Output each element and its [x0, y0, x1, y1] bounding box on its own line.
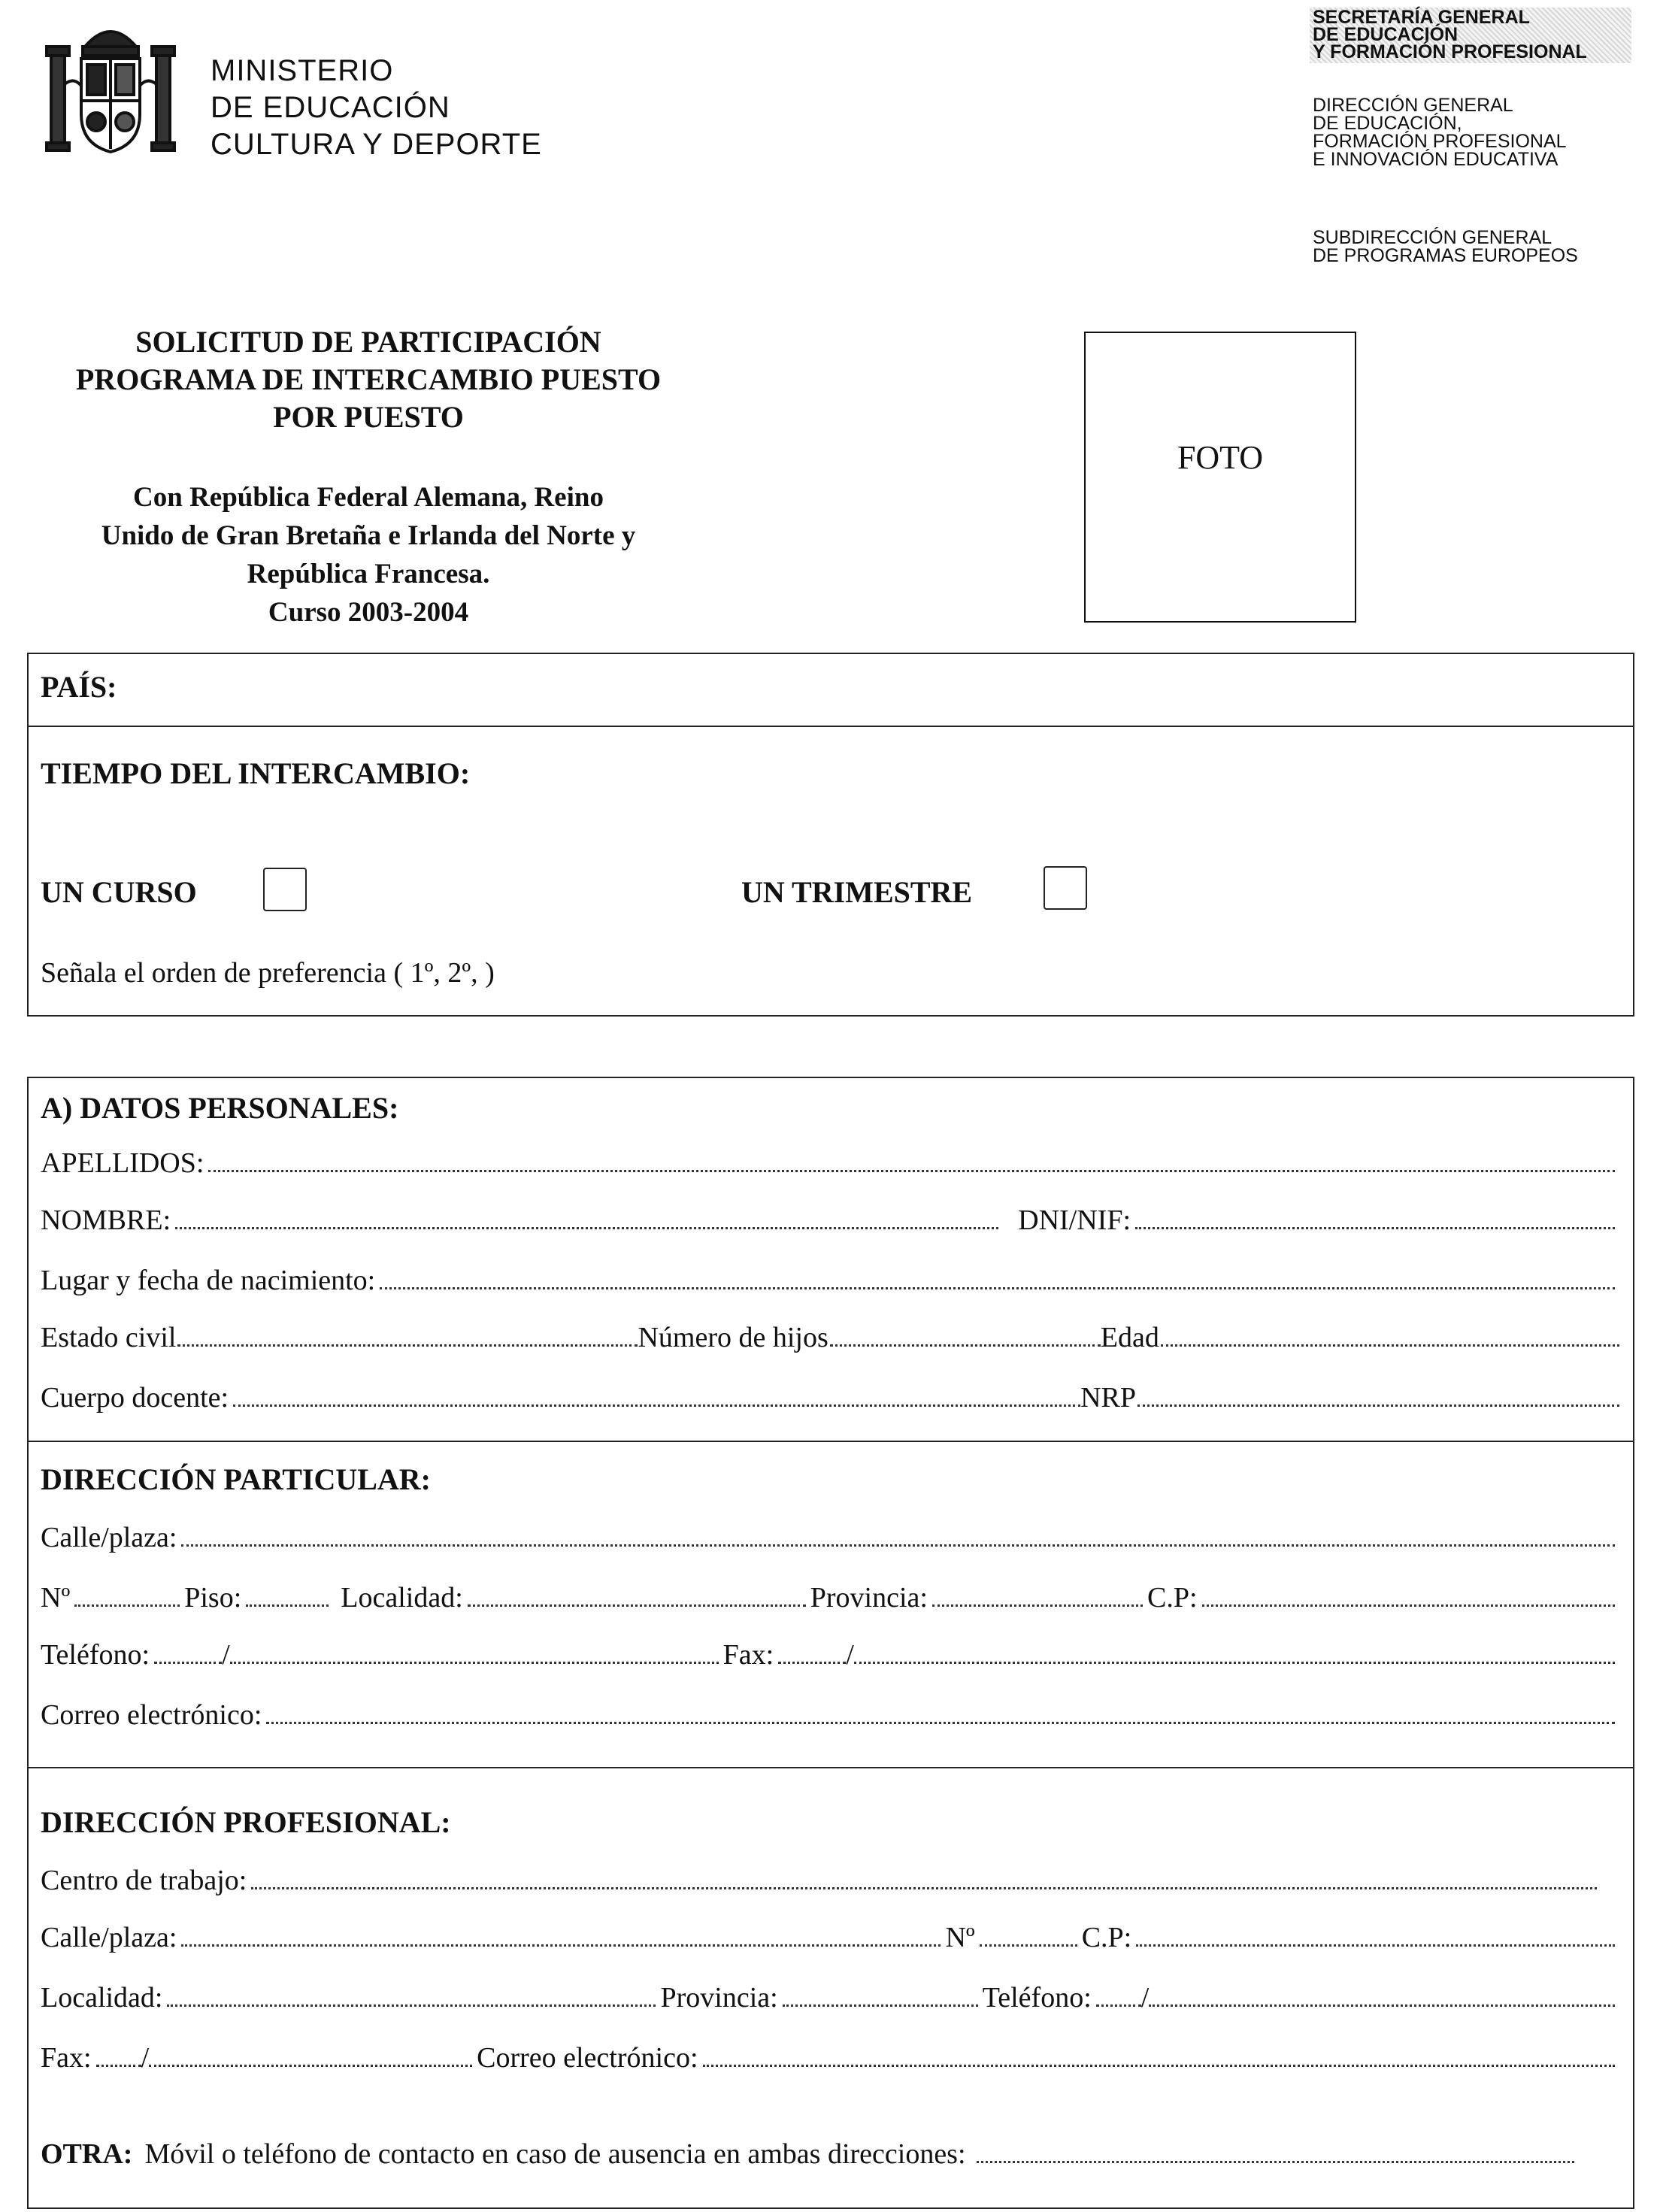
fax-field[interactable]	[854, 1654, 1615, 1664]
telefono-label: Teléfono:	[41, 1639, 150, 1671]
cp-profesional-field[interactable]	[1136, 1937, 1615, 1947]
correo-profesional-label: Correo electrónico:	[477, 2042, 698, 2074]
photo-box	[1084, 332, 1356, 623]
dni-label: DNI/NIF:	[1018, 1204, 1131, 1236]
calle-profesional-row	[41, 1920, 1619, 1955]
calle-profesional-label: Calle/plaza:	[41, 1922, 177, 1953]
pais-label: PAÍS:	[41, 670, 117, 704]
photo-label: FOTO	[1177, 439, 1264, 476]
section-divider	[27, 1441, 1634, 1442]
nombre-field[interactable]	[175, 1220, 998, 1229]
subtitle-line: Con República Federal Alemana, Reino	[133, 482, 604, 513]
direccion-profesional-heading: DIRECCIÓN PROFESIONAL:	[41, 1805, 451, 1839]
fax-prefix-field[interactable]	[778, 1654, 846, 1664]
piso-label: Piso:	[184, 1582, 242, 1614]
fax-profesional-slash: /	[141, 2042, 150, 2074]
coat-of-arms-graphic	[44, 17, 177, 158]
subdireccion-line: SUBDIRECCIÓN GENERAL	[1313, 227, 1552, 248]
localidad-profesional-label: Localidad:	[41, 1982, 163, 2014]
edad-field[interactable]	[1161, 1337, 1619, 1347]
estado-civil-label: Estado civil	[41, 1322, 177, 1353]
document-subtitle	[30, 478, 707, 632]
calle-profesional-field[interactable]	[181, 1937, 941, 1947]
secretaria-line: Y FORMACIÓN PROFESIONAL	[1313, 41, 1587, 62]
ministry-line: MINISTERIO	[211, 54, 394, 87]
coat-of-arms-icon	[44, 17, 177, 158]
un-curso-label: UN CURSO	[41, 875, 197, 909]
cp-field[interactable]	[1202, 1597, 1615, 1607]
localidad-label: Localidad:	[341, 1582, 463, 1614]
cp-profesional-label: C.P:	[1081, 1922, 1132, 1953]
lugar-fecha-field[interactable]	[380, 1280, 1615, 1289]
fax-profesional-prefix-field[interactable]	[96, 2057, 141, 2067]
apellidos-field[interactable]	[208, 1162, 1615, 1172]
numero-profesional-field[interactable]	[980, 1937, 1077, 1947]
fax-correo-profesional-row	[41, 2041, 1619, 2075]
centro-trabajo-label: Centro de trabajo:	[41, 1865, 247, 1896]
telefono-profesional-prefix-field[interactable]	[1096, 1997, 1141, 2007]
cuerpo-docente-field[interactable]	[233, 1397, 1080, 1407]
numero-hijos-label: Número de hijos	[638, 1322, 828, 1353]
estado-civil-row	[41, 1320, 1619, 1355]
provincia-profesional-field[interactable]	[783, 1997, 978, 2007]
telefono-profesional-slash: /	[1140, 1982, 1150, 2014]
calle-particular-label: Calle/plaza:	[41, 1522, 177, 1553]
lugar-fecha-row	[41, 1263, 1619, 1298]
localidad-profesional-row	[41, 1980, 1619, 2015]
subdireccion-general	[1313, 229, 1578, 265]
secretaria-general-stamp	[1310, 8, 1631, 63]
edad-label: Edad	[1100, 1322, 1159, 1353]
numero-label: Nº	[41, 1582, 71, 1614]
otra-field[interactable]	[977, 2153, 1574, 2163]
datos-personales-heading: A) DATOS PERSONALES:	[41, 1091, 399, 1125]
direccion-line: E INNOVACIÓN EDUCATIVA	[1313, 149, 1559, 170]
numero-profesional-label: Nº	[945, 1922, 975, 1953]
nombre-row	[41, 1203, 1619, 1238]
numero-piso-row	[41, 1580, 1619, 1615]
cp-label: C.P:	[1147, 1582, 1198, 1614]
subtitle-line: Unido de Gran Bretaña e Irlanda del Norte y	[101, 520, 636, 551]
un-curso-checkbox[interactable]	[263, 868, 307, 911]
nrp-label: NRP	[1080, 1382, 1137, 1414]
ministry-line: DE EDUCACIÓN	[211, 91, 450, 124]
nombre-label: NOMBRE:	[41, 1204, 171, 1236]
numero-field[interactable]	[74, 1597, 180, 1607]
correo-particular-label: Correo electrónico:	[41, 1699, 262, 1731]
fax-slash: /	[846, 1639, 854, 1671]
orden-preferencia-text: Señala el orden de preferencia ( 1º, 2º, )	[41, 957, 495, 989]
piso-field[interactable]	[246, 1597, 329, 1607]
subtitle-line: República Francesa.	[247, 559, 490, 589]
ministry-line: CULTURA Y DEPORTE	[211, 128, 542, 161]
estado-civil-field[interactable]	[177, 1337, 638, 1347]
subtitle-line: Curso 2003-2004	[268, 597, 469, 628]
direccion-particular-heading: DIRECCIÓN PARTICULAR:	[41, 1462, 431, 1496]
numero-hijos-field[interactable]	[830, 1337, 1101, 1347]
telefono-fax-row	[41, 1638, 1619, 1672]
cuerpo-docente-row	[41, 1380, 1619, 1415]
title-line: POR PUESTO	[273, 400, 464, 434]
nrp-field[interactable]	[1137, 1397, 1619, 1407]
correo-particular-row	[41, 1698, 1619, 1732]
lugar-fecha-label: Lugar y fecha de nacimiento:	[41, 1265, 376, 1296]
document-title	[30, 323, 707, 436]
provincia-label: Provincia:	[810, 1582, 928, 1614]
direccion-line: DIRECCIÓN GENERAL	[1313, 95, 1513, 116]
calle-particular-field[interactable]	[181, 1537, 1615, 1547]
telefono-prefix-field[interactable]	[154, 1654, 222, 1664]
direccion-general	[1313, 96, 1567, 168]
provincia-field[interactable]	[932, 1597, 1143, 1607]
fax-label: Fax:	[722, 1639, 774, 1671]
un-trimestre-checkbox[interactable]	[1044, 866, 1087, 910]
telefono-profesional-label: Teléfono:	[982, 1982, 1092, 2014]
centro-trabajo-row	[41, 1863, 1619, 1898]
otra-text: Móvil o teléfono de contacto en caso de ausencia en ambas direcciones:	[144, 2138, 966, 2170]
un-trimestre-label: UN TRIMESTRE	[741, 875, 973, 909]
otra-row	[41, 2137, 1619, 2171]
calle-particular-row	[41, 1520, 1619, 1555]
otra-label: OTRA:	[41, 2138, 133, 2170]
subdireccion-line: DE PROGRAMAS EUROPEOS	[1313, 245, 1578, 266]
telefono-slash: /	[222, 1639, 230, 1671]
tiempo-label: TIEMPO DEL INTERCAMBIO:	[41, 756, 471, 790]
secretaria-line: DE EDUCACIÓN	[1313, 24, 1459, 45]
section-divider	[27, 1767, 1634, 1768]
secretaria-line: SECRETARÍA GENERAL	[1313, 7, 1530, 28]
telefono-field[interactable]	[230, 1654, 719, 1664]
apellidos-row	[41, 1146, 1619, 1180]
title-line: PROGRAMA DE INTERCAMBIO PUESTO	[75, 362, 662, 396]
fax-profesional-field[interactable]	[149, 2057, 472, 2067]
cuerpo-docente-label: Cuerpo docente:	[41, 1382, 229, 1414]
telefono-profesional-field[interactable]	[1149, 1997, 1615, 2007]
provincia-profesional-label: Provincia:	[660, 1982, 778, 2014]
dni-field[interactable]	[1135, 1220, 1615, 1229]
centro-trabajo-field[interactable]	[251, 1880, 1597, 1889]
fax-profesional-label: Fax:	[41, 2042, 92, 2074]
section-divider	[27, 726, 1634, 727]
title-line: SOLICITUD DE PARTICIPACIÓN	[135, 325, 601, 359]
ministry-name	[211, 53, 542, 163]
localidad-field[interactable]	[468, 1597, 806, 1607]
direccion-line: DE EDUCACIÓN,	[1313, 113, 1462, 134]
localidad-profesional-field[interactable]	[167, 1997, 656, 2007]
direccion-line: FORMACIÓN PROFESIONAL	[1313, 131, 1567, 152]
correo-profesional-field[interactable]	[703, 2057, 1616, 2067]
apellidos-label: APELLIDOS:	[41, 1147, 204, 1179]
correo-particular-field[interactable]	[266, 1714, 1615, 1724]
